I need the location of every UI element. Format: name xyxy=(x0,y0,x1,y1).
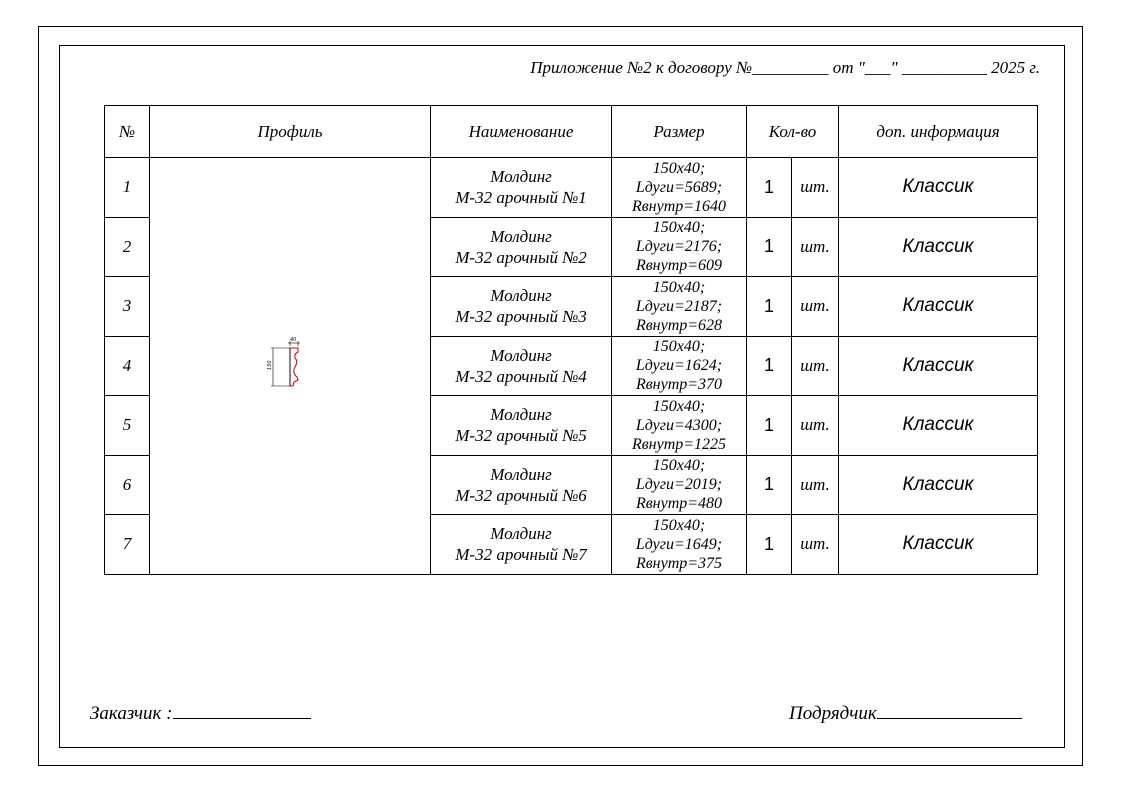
item-unit xyxy=(792,515,839,575)
item-info xyxy=(839,277,1038,337)
item-size xyxy=(612,455,747,515)
specification-table xyxy=(104,105,1038,575)
item-info xyxy=(839,217,1038,277)
item-size xyxy=(612,515,747,575)
row-number-text: 6 xyxy=(122,474,132,494)
item-size xyxy=(612,277,747,337)
item-size-arc-length: Lдуги=1649; xyxy=(635,535,723,553)
customer-signature xyxy=(90,698,311,725)
item-name-line1: Молдинг xyxy=(490,167,552,187)
item-quantity xyxy=(747,158,792,218)
item-unit xyxy=(792,396,839,456)
item-quantity-value: 1 xyxy=(763,295,774,316)
item-unit xyxy=(792,158,839,218)
item-size-dimensions: 150х40; xyxy=(652,516,706,534)
item-size-arc-length: Lдуги=2176; xyxy=(635,238,723,256)
contractor-signature xyxy=(789,698,1022,725)
item-name-line2: М-32 арочный №4 xyxy=(455,366,587,386)
row-number-text: 3 xyxy=(122,296,132,316)
contractor-label: Подрядчик xyxy=(789,703,877,724)
item-unit-text: шт. xyxy=(800,355,830,375)
item-unit-text: шт. xyxy=(800,296,830,316)
row-number-text: 1 xyxy=(122,177,132,197)
row-number xyxy=(105,217,150,277)
item-unit xyxy=(792,455,839,515)
item-quantity xyxy=(747,277,792,337)
item-unit xyxy=(792,277,839,337)
item-quantity-value: 1 xyxy=(763,414,774,435)
appendix-header: Приложение №2 к договору №_________ от "___" __________ 2025 г. xyxy=(530,58,1040,77)
column-header-size: Размер xyxy=(612,106,747,158)
table-body xyxy=(105,158,1038,575)
row-number xyxy=(105,158,150,218)
item-unit-text: шт. xyxy=(800,177,830,197)
item-info-text: Классик xyxy=(902,533,974,555)
item-size-arc-length: Lдуги=2019; xyxy=(635,476,723,494)
customer-label: Заказчик : xyxy=(90,703,173,724)
item-size-dimensions: 150х40; xyxy=(652,159,706,177)
item-quantity xyxy=(747,515,792,575)
profile-height-label: 150 xyxy=(267,360,273,370)
item-name xyxy=(431,217,612,277)
item-quantity xyxy=(747,336,792,396)
item-quantity xyxy=(747,217,792,277)
item-size-inner-radius: Rвнутр=375 xyxy=(635,554,723,572)
item-unit-text: шт. xyxy=(800,236,830,256)
item-info-text: Классик xyxy=(902,354,974,376)
row-number xyxy=(105,455,150,515)
item-unit-text: шт. xyxy=(800,474,830,494)
customer-signature-line xyxy=(173,698,311,719)
item-name xyxy=(431,396,612,456)
item-name-line2: М-32 арочный №1 xyxy=(455,188,587,208)
item-quantity-value: 1 xyxy=(763,236,774,257)
row-number-text: 5 xyxy=(122,415,132,435)
item-size-arc-length: Lдуги=5689; xyxy=(635,178,723,196)
item-size xyxy=(612,396,747,456)
row-number xyxy=(105,396,150,456)
item-size xyxy=(612,158,747,218)
item-size-inner-radius: Rвнутр=1640 xyxy=(631,197,727,215)
item-name xyxy=(431,455,612,515)
item-size xyxy=(612,336,747,396)
item-size-dimensions: 150х40; xyxy=(652,278,706,296)
row-number-text: 7 xyxy=(122,534,132,554)
column-header-info: доп. информация xyxy=(839,106,1038,158)
item-name-line2: М-32 арочный №7 xyxy=(455,545,587,565)
item-name xyxy=(431,515,612,575)
item-name-line1: Молдинг xyxy=(490,524,552,544)
item-size-dimensions: 150х40; xyxy=(652,338,706,356)
item-size-inner-radius: Rвнутр=480 xyxy=(635,495,723,513)
column-header-quantity: Кол-во xyxy=(747,106,839,158)
item-info-text: Классик xyxy=(902,295,974,317)
item-name-line1: Молдинг xyxy=(490,464,552,484)
item-size-dimensions: 150х40; xyxy=(652,219,706,237)
item-size-dimensions: 150х40; xyxy=(652,457,706,475)
item-name-line2: М-32 арочный №6 xyxy=(455,485,587,505)
item-name xyxy=(431,277,612,337)
table-header-row xyxy=(105,106,1038,158)
item-name-line2: М-32 арочный №5 xyxy=(455,426,587,446)
item-size-arc-length: Lдуги=4300; xyxy=(635,416,723,434)
item-unit-text: шт. xyxy=(800,534,830,554)
item-size-inner-radius: Rвнутр=1225 xyxy=(631,435,727,453)
row-number xyxy=(105,277,150,337)
item-size-inner-radius: Rвнутр=628 xyxy=(635,316,723,334)
item-name-line1: Молдинг xyxy=(490,345,552,365)
item-size-arc-length: Lдуги=2187; xyxy=(635,297,723,315)
table-row xyxy=(105,158,1038,218)
item-info xyxy=(839,396,1038,456)
column-header-name: Наименование xyxy=(431,106,612,158)
item-quantity xyxy=(747,396,792,456)
contractor-signature-line xyxy=(877,698,1022,719)
item-info xyxy=(839,336,1038,396)
item-info-text: Классик xyxy=(902,235,974,257)
item-size-dimensions: 150х40; xyxy=(652,397,706,415)
item-size-inner-radius: Rвнутр=370 xyxy=(635,376,723,394)
row-number-text: 4 xyxy=(122,355,132,375)
item-quantity xyxy=(747,455,792,515)
item-info-text: Классик xyxy=(902,414,974,436)
item-name-line1: Молдинг xyxy=(490,226,552,246)
item-name-line1: Молдинг xyxy=(490,405,552,425)
item-name-line2: М-32 арочный №3 xyxy=(455,307,587,327)
molding-profile-icon xyxy=(260,336,320,396)
item-unit xyxy=(792,336,839,396)
column-header-number: № xyxy=(105,106,150,158)
row-number xyxy=(105,336,150,396)
item-unit xyxy=(792,217,839,277)
row-number xyxy=(105,515,150,575)
item-quantity-value: 1 xyxy=(763,474,774,495)
item-info xyxy=(839,515,1038,575)
item-info xyxy=(839,455,1038,515)
item-size xyxy=(612,217,747,277)
item-size-inner-radius: Rвнутр=609 xyxy=(635,257,723,275)
item-name xyxy=(431,336,612,396)
item-quantity-value: 1 xyxy=(763,176,774,197)
row-number-text: 2 xyxy=(122,236,132,256)
profile-width-label: 40 xyxy=(290,336,297,343)
item-name xyxy=(431,158,612,218)
item-name-line1: Молдинг xyxy=(490,286,552,306)
item-quantity-value: 1 xyxy=(763,355,774,376)
item-info-text: Классик xyxy=(902,473,974,495)
item-size-arc-length: Lдуги=1624; xyxy=(635,357,723,375)
item-quantity-value: 1 xyxy=(763,533,774,554)
item-info xyxy=(839,158,1038,218)
column-header-profile: Профиль xyxy=(150,106,431,158)
item-name-line2: М-32 арочный №2 xyxy=(455,247,587,267)
item-info-text: Классик xyxy=(902,176,974,198)
item-unit-text: шт. xyxy=(800,415,830,435)
profile-drawing-cell xyxy=(150,158,431,575)
